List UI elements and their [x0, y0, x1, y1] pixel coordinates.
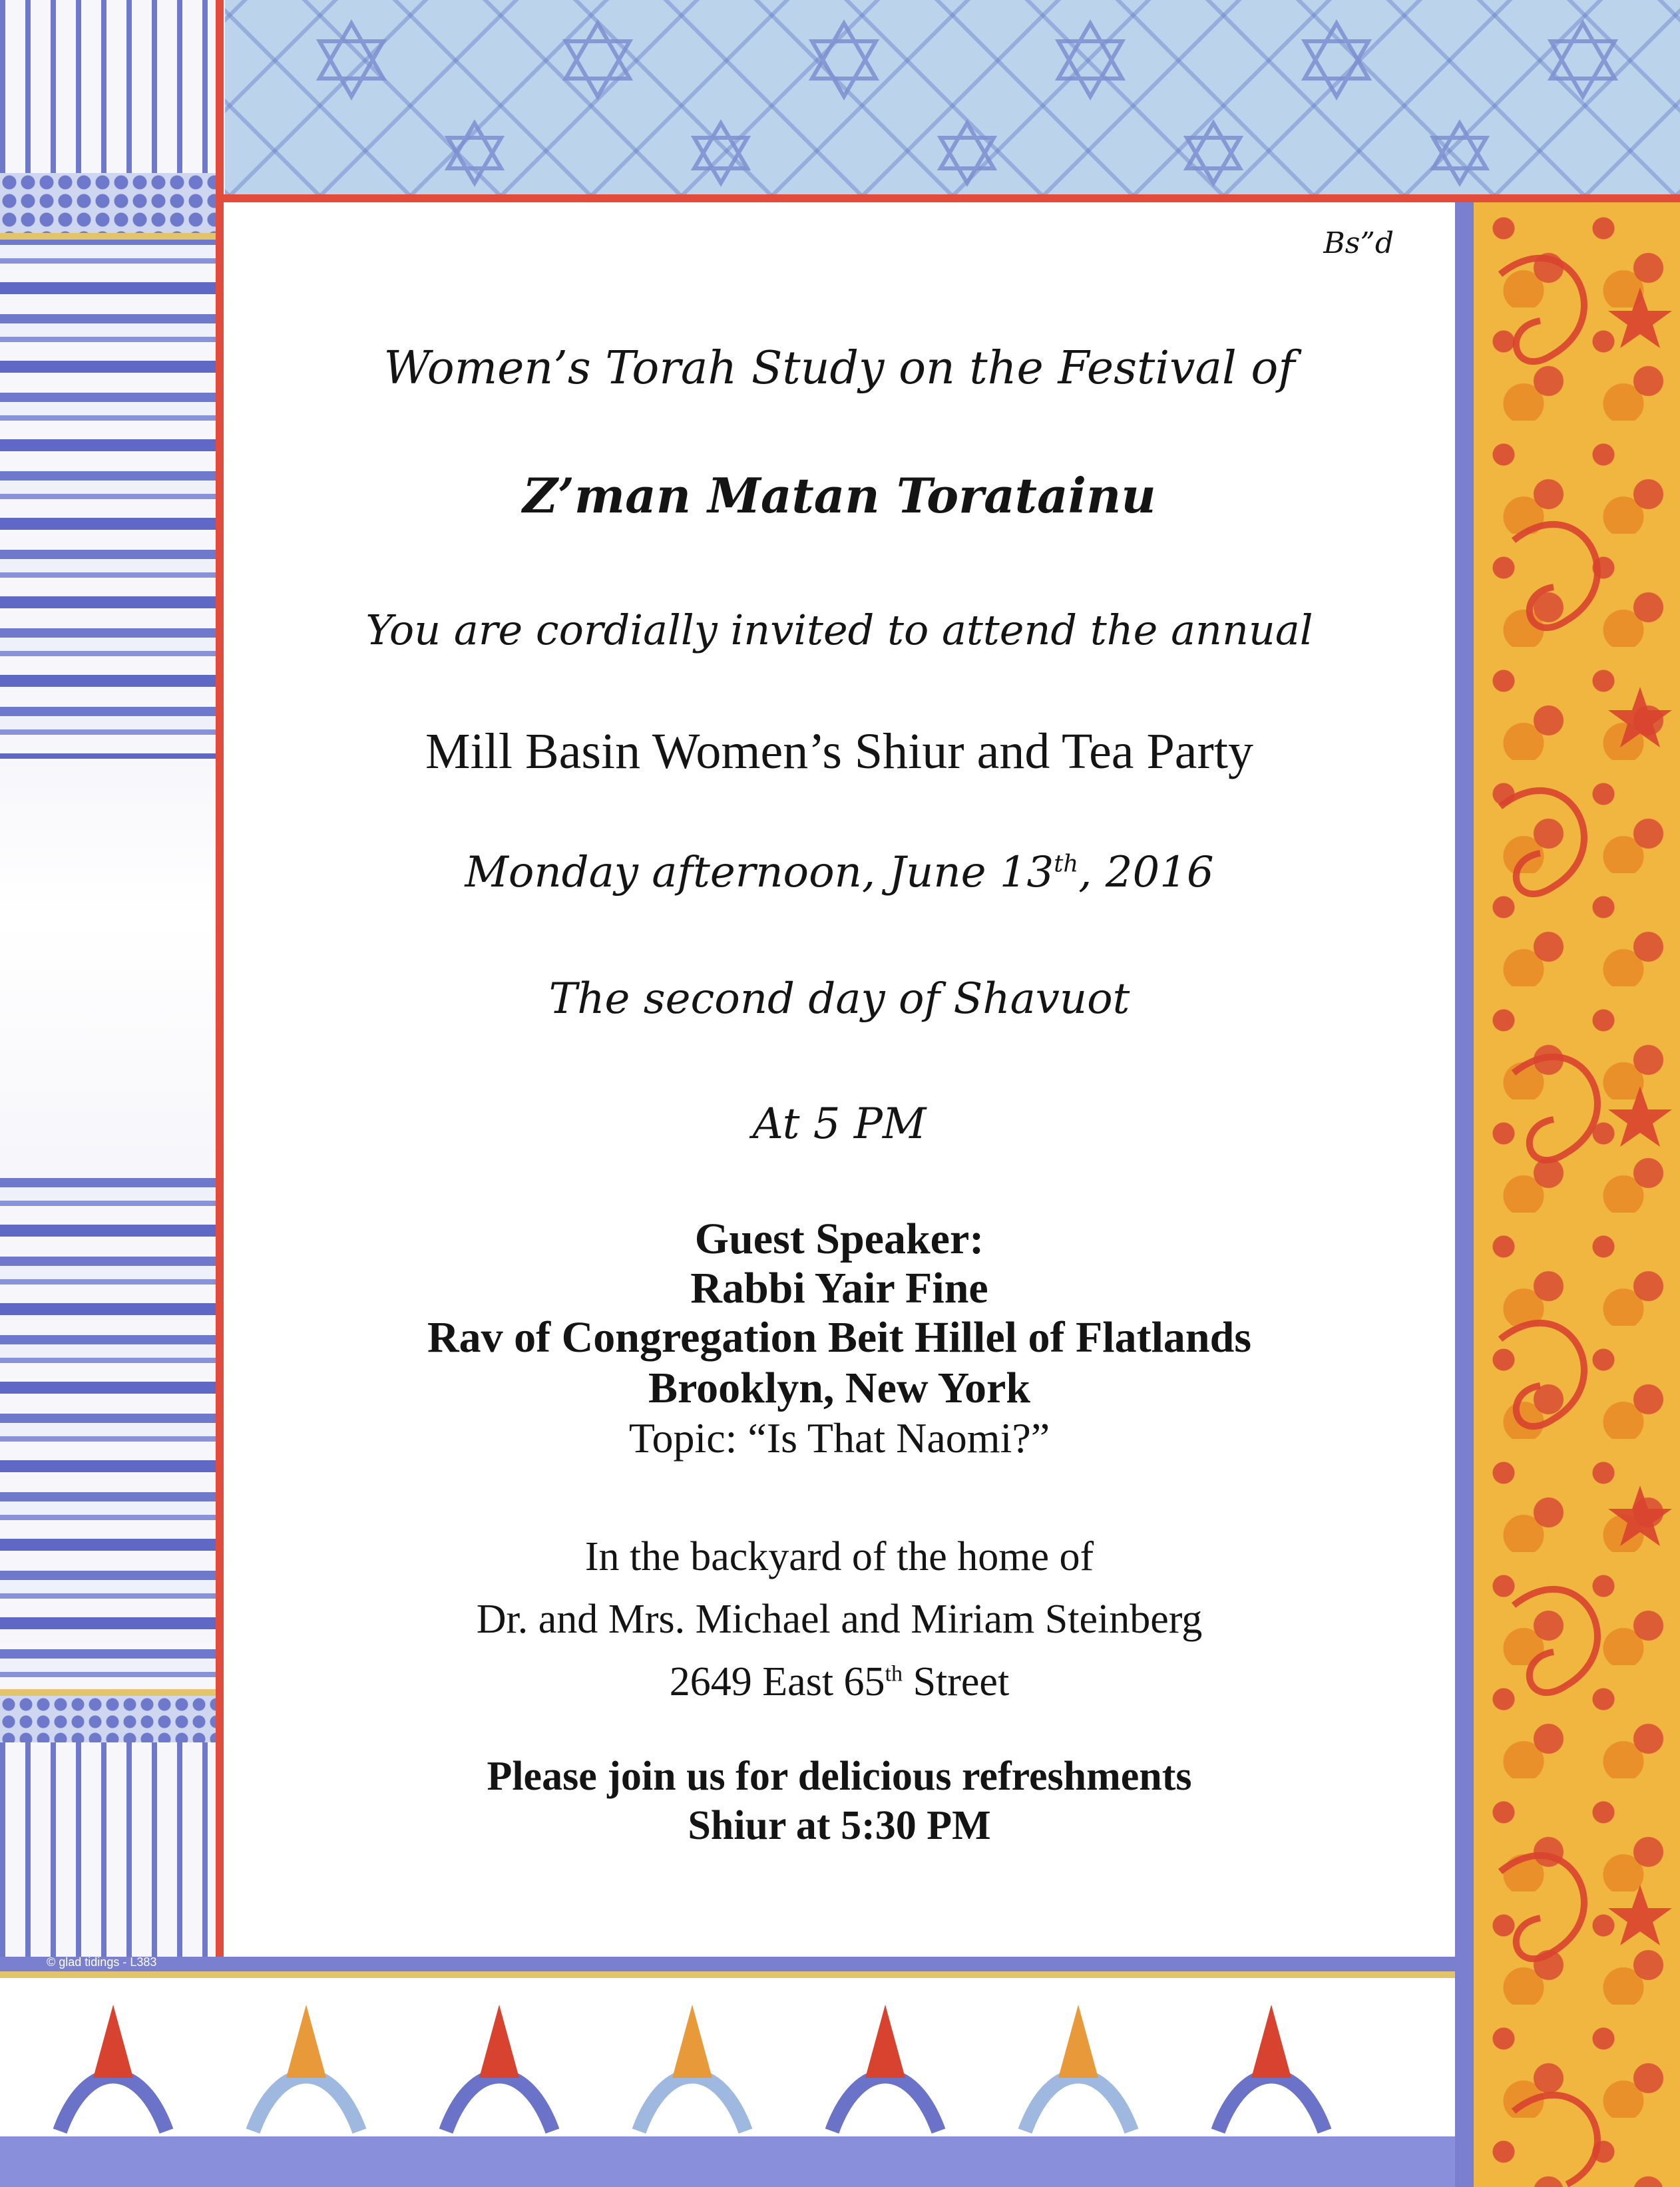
bottom-floral-border [0, 1957, 1455, 2187]
event-date-year: , 2016 [1078, 848, 1214, 897]
venue-address [224, 1659, 1455, 1706]
closing-refreshments: Please join us for delicious refreshments [487, 1754, 1192, 1799]
copyright-credit: © glad tidings - L383 [47, 1955, 157, 1969]
event-date-ordinal: th [1054, 850, 1079, 878]
festival-name: Z’man Matan Toratainu [523, 467, 1156, 524]
event-name: Mill Basin Women’s Shiur and Tea Party [425, 723, 1253, 779]
left-knots-top [0, 173, 224, 233]
venue-line-1: In the backyard of the home of [584, 1534, 1094, 1579]
speaker-name: Rabbi Yair Fine [690, 1264, 988, 1312]
left-fringe-top [0, 0, 224, 173]
red-frame-top [224, 194, 1680, 202]
floral-pattern [0, 1978, 1455, 2187]
left-fringe-bottom [0, 1742, 224, 1982]
invitation-card [224, 202, 1455, 1957]
speaker-location: Brooklyn, New York [648, 1364, 1030, 1412]
bsd-mark: Bs”d [1323, 226, 1394, 260]
speaker-heading: Guest Speaker: [694, 1215, 984, 1263]
right-blue-rule [1455, 194, 1474, 2187]
event-date-text: Monday afternoon, June 13 [465, 848, 1054, 897]
paisley-pattern [1474, 194, 1680, 2187]
left-gold-stripe-bottom [0, 1689, 224, 1696]
venue-address-street: Street [903, 1659, 1010, 1704]
event-time: At 5 PM [752, 1099, 927, 1149]
invite-line: You are cordially invited to attend the annual [365, 606, 1313, 654]
left-knots-bottom [0, 1696, 224, 1742]
bottom-blue-rule [0, 1957, 1455, 1971]
venue-address-number: 2649 East 65 [669, 1659, 885, 1704]
left-fold-area [0, 759, 224, 1158]
right-paisley-border [1474, 194, 1680, 2187]
speaker-topic: Topic: “Is That Naomi?” [628, 1414, 1050, 1462]
red-frame-left [216, 0, 224, 1957]
speaker-title: Rav of Congregation Beit Hillel of Flatlands [427, 1313, 1252, 1362]
event-date [224, 848, 1455, 897]
left-gold-stripe-top [0, 233, 224, 240]
day-note: The second day of Shavuot [548, 974, 1130, 1024]
star-of-david-pattern [225, 0, 1680, 194]
venue-address-ordinal: th [885, 1661, 903, 1687]
bottom-gold-stripe [0, 1971, 1455, 1978]
venue-host: Dr. and Mrs. Michael and Miriam Steinberg [476, 1597, 1203, 1642]
title-line: Women’s Torah Study on the Festival of [383, 342, 1295, 395]
top-star-border [225, 0, 1680, 194]
closing-shiur-time: Shiur at 5:30 PM [688, 1803, 991, 1848]
